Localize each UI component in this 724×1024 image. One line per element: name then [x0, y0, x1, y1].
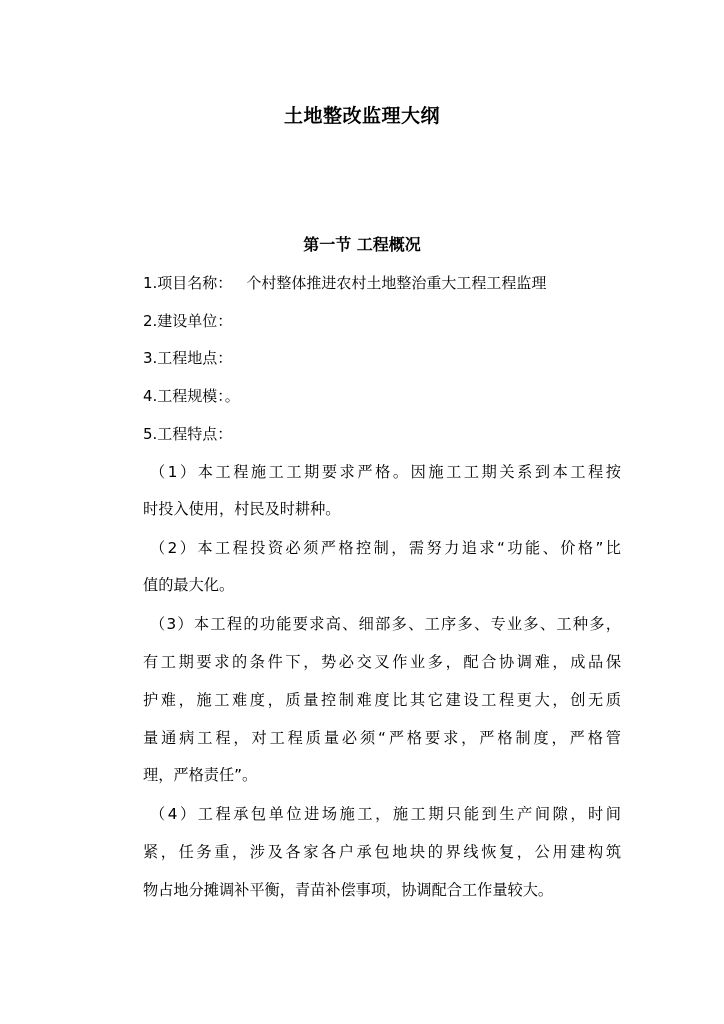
paragraph-4-line-3: 物占地分摊调补平衡，青苗补偿事项，协调配合工作量较大。 — [143, 881, 554, 899]
paragraph-3-line-5: 理，严格责任”。 — [143, 766, 258, 784]
location-label: 3.工程地点： — [143, 349, 233, 367]
features-label: 5.工程特点： — [143, 425, 233, 443]
paragraph-1-line-1: （1）本工程施工工期要求严格。因施工工期关系到本工程按 — [150, 463, 621, 481]
features-row — [143, 423, 232, 445]
paragraph-3-line-3: 护难，施工难度，质量控制难度比其它建设工程更大，创无质 — [143, 691, 621, 709]
scale-label: 4.工程规模：。 — [143, 387, 240, 405]
section-title: 第一节 工程概况 — [303, 235, 421, 254]
paragraph-4-line-1: （4）工程承包单位进场施工，施工期只能到生产间隙，时间 — [150, 805, 621, 823]
paragraph-3-line-4: 量通病工程，对工程质量必须“严格要求，严格制度，严格管 — [143, 729, 621, 747]
paragraph-4-line-2: 紧，任务重，涉及各家各户承包地块的界线恢复，公用建构筑 — [143, 843, 621, 861]
paragraph-2-line-2: 值的最大化。 — [143, 576, 235, 594]
paragraph-2-line-1: （2）本工程投资必须严格控制，需努力追求“功能、价格”比 — [150, 539, 621, 557]
location-row — [143, 347, 232, 369]
paragraph-3-line-1: （3）本工程的功能要求高、细部多、工序多、专业多、工种多， — [150, 615, 621, 633]
project-name-label: 1.项目名称： — [143, 274, 233, 292]
project-name-value: 个村整体推进农村土地整治重大工程工程监理 — [246, 274, 547, 292]
scale-row — [143, 385, 240, 407]
construction-unit-label: 2.建设单位： — [143, 312, 233, 330]
paragraph-3-line-2: 有工期要求的条件下，势必交叉作业多，配合协调难，成品保 — [143, 653, 621, 671]
paragraph-1-line-2: 时投入使用，村民及时耕种。 — [143, 500, 341, 518]
document-title: 土地整改监理大纲 — [283, 105, 440, 127]
construction-unit-row — [143, 310, 232, 332]
project-name-row — [143, 272, 546, 294]
